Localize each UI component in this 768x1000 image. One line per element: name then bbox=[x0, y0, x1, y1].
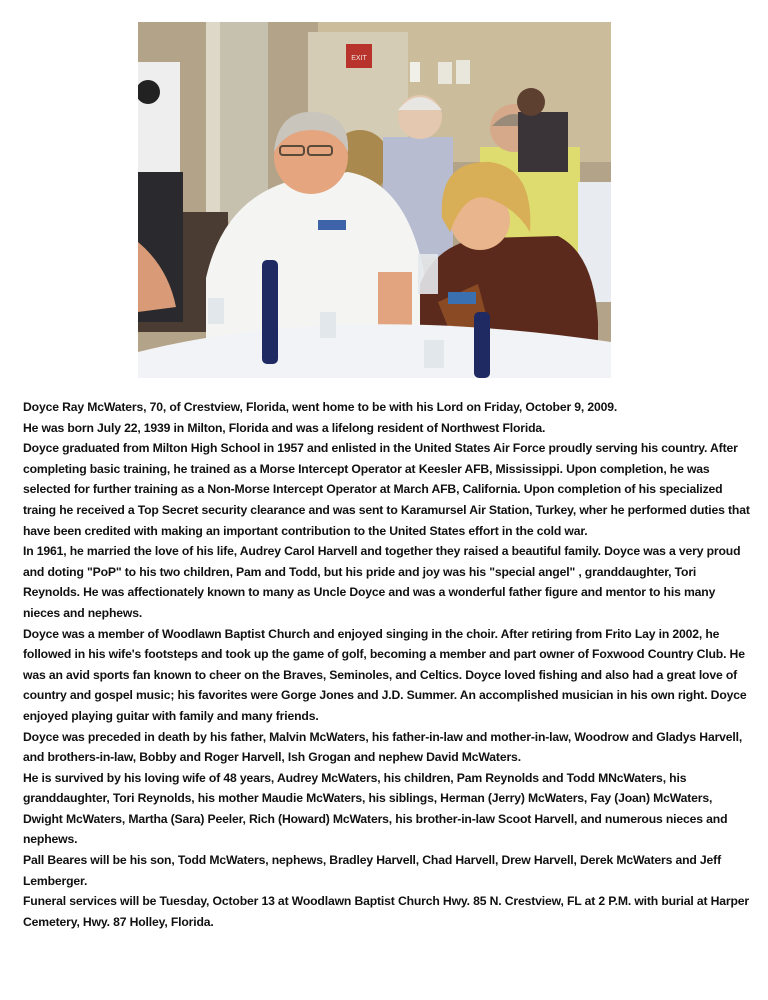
obituary-paragraph: Doyce Ray McWaters, 70, of Crestview, Florida, went home to be with his Lord on Friday, October 9, 2009. bbox=[23, 400, 618, 414]
obituary-paragraph: Pall Beares will be his son, Todd McWaters, nephews, Bradley Harvell, Chad Harvell, Drew Harvell, Derek McWaters and Jeff Lemberger. bbox=[23, 853, 721, 888]
obituary-paragraph: Doyce graduated from Milton High School in 1957 and enlisted in the United States Air Force proudly serving his country. After completing basic training, he trained as a Morse Intercept Operator at Keesler AFB, Mississippi. Upon completion, he was selected for further training as a Non-Morse Intercept Operator at March AFB, California. Upon completion of his specialized traing he received a Top Secret security clearance and was sent to Karamursel Air Station, Turkey, wher he performed duties that have been credited with making an important contribution to the United States effort in the cold war. bbox=[23, 441, 750, 538]
obituary-paragraph: Doyce was preceded in death by his father, Malvin McWaters, his father-in-law and mother-in-law, Woodrow and Gladys Harvell, and brothers-in-law, Bobby and Roger Harvell, Ish Grogan and nephew David McWaters. bbox=[23, 729, 743, 765]
memorial-photo bbox=[138, 22, 611, 378]
obituary-paragraph: He was born July 22, 1939 in Milton, Florida and was a lifelong resident of Northwest Florida. bbox=[23, 420, 546, 435]
obituary-paragraph: Funeral services will be Tuesday, October 13 at Woodlawn Baptist Church Hwy. 85 N. Crestview, FL at 2 P.M. with burial at Harper Cemetery, Hwy. 87 Holley, Florida. bbox=[23, 894, 750, 929]
obituary-paragraph: He is survived by his loving wife of 48 years, Audrey McWaters, his children, Pam Reynolds and Todd MNcWaters, his granddaughter, Tori Reynolds, his mother Maudie McWaters, his siblings, Herman (Jerry) McWaters, Fay (Joan) McWaters, Dwight McWaters, Martha (Sara) Peeler, Rich (Howard) McWaters, his brother-in-law Scoot Harvell, and numerous nieces and nephews. bbox=[23, 770, 728, 847]
obituary-paragraph: In 1961, he married the love of his life, Audrey Carol Harvell and together they raised a beautiful family. Doyce was a very proud and doting "PoP" to his two children, Pam and Todd, but his pride and joy was his "special angel" , granddaughter, Tori Reynolds. He was affectionately known to many as Uncle Doyce and was a wonderful father figure and mentor to his many nieces and nephews. bbox=[23, 544, 741, 620]
obituary-paragraph: Doyce was a member of Woodlawn Baptist Church and enjoyed singing in the choir. After retiring from Frito Lay in 2002, he followed in his wife's footsteps and took up the game of golf, becoming a member and part owner of Foxwood Country Club. He was an avid sports fan known to cheer on the Braves, Seminoles, and Celtics. Doyce loved fishing and also had a great love of country and gospel music; his favorites were Gorge Jones and J.D. Summer. An accomplished musician in his own right. Doyce enjoyed playing guitar with family and many friends. bbox=[23, 626, 747, 723]
obituary-text bbox=[23, 397, 753, 932]
svg-text:EXIT: EXIT bbox=[351, 55, 367, 62]
exit-sign bbox=[346, 44, 372, 68]
